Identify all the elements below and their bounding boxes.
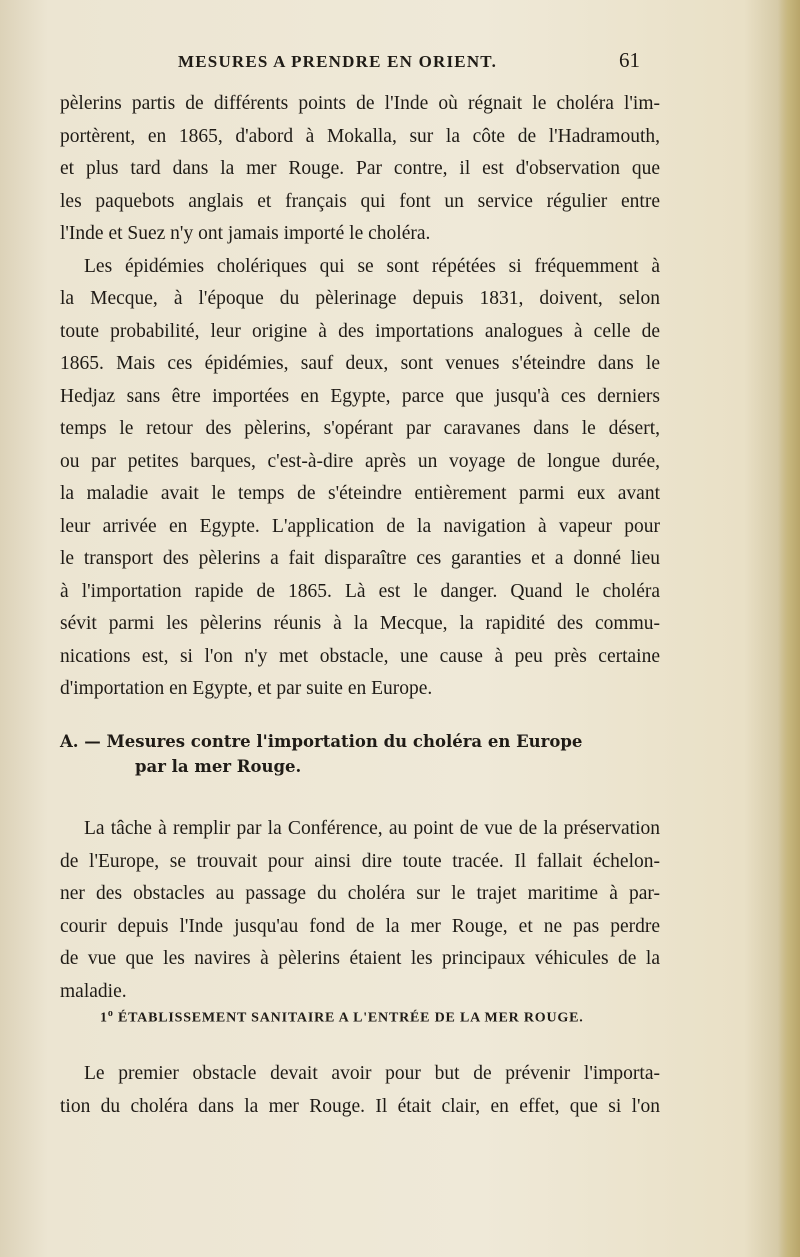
page-header xyxy=(0,44,800,80)
page-number: 61 xyxy=(619,48,640,72)
subheading-line-1: A. — Mesures contre l'importation du choléra en Europe xyxy=(60,732,583,751)
section-heading xyxy=(100,1008,584,1027)
text-line: Le premier obstacle devait avoir pour but de prévenir l'importa- xyxy=(84,1063,660,1084)
running-title: MESURES A PRENDRE EN ORIENT. xyxy=(178,52,498,71)
paragraph-3 xyxy=(60,813,660,1008)
text-line: à l'importation rapide de 1865. Là est le danger. Quand le choléra xyxy=(60,580,660,602)
subheading-line-2: par la mer Rouge. xyxy=(135,757,302,776)
text-line: 1865. Mais ces épidémies, sauf deux, sont venues s'éteindre dans le xyxy=(60,353,660,374)
text-line: ner des obstacles au passage du choléra sur le trajet maritime à par- xyxy=(60,883,660,904)
text-line: leur arrivée en Egypte. L'application de la navigation à vapeur pour xyxy=(60,515,660,537)
text-line: sévit parmi les pèlerins réunis à la Mecque, la rapidité des commu- xyxy=(60,613,660,634)
text-line: maladie. xyxy=(60,980,127,1002)
subheading xyxy=(60,729,680,779)
text-line: nications est, si l'on n'y met obstacle, une cause à peu près certaine xyxy=(60,645,660,667)
section-number: 1 xyxy=(100,1010,108,1026)
text-line: de l'Europe, se trouvait pour ainsi dire toute tracée. Il fallait échelon- xyxy=(60,850,660,872)
paragraph-4 xyxy=(60,1058,660,1123)
paragraph-2 xyxy=(60,251,660,706)
section-title: ÉTABLISSEMENT SANITAIRE A L'ENTRÉE DE LA MER ROUGE. xyxy=(117,1010,584,1026)
text-line: portèrent, en 1865, d'abord à Mokalla, sur la côte de l'Hadramouth, xyxy=(60,125,660,147)
text-line: Hedjaz sans être importées en Egypte, parce que jusqu'à ces derniers xyxy=(60,385,660,407)
text-line: ou par petites barques, c'est-à-dire après un voyage de longue durée, xyxy=(60,450,660,472)
text-line: de vue que les navires à pèlerins étaient les principaux véhicules de la xyxy=(60,948,660,969)
text-line: la maladie avait le temps de s'éteindre entièrement parmi eux avant xyxy=(60,483,660,504)
section-number-degree: o xyxy=(107,1008,114,1019)
text-line: d'importation en Egypte, et par suite en Europe. xyxy=(60,678,433,699)
text-line: toute probabilité, leur origine à des importations analogues à celle de xyxy=(60,320,660,342)
text-line: le transport des pèlerins a fait disparaître ces garanties et a donné lieu xyxy=(60,548,660,569)
text-line: temps le retour des pèlerins, s'opérant par caravanes dans le désert, xyxy=(60,418,660,439)
text-line: Les épidémies cholériques qui se sont répétées si fréquemment à xyxy=(84,255,660,277)
text-line: courir depuis l'Inde jusqu'au fond de la mer Rouge, et ne pas perdre xyxy=(60,915,660,937)
text-line: La tâche à remplir par la Conférence, au point de vue de la préservation xyxy=(84,818,660,839)
text-line: tion du choléra dans la mer Rouge. Il était clair, en effet, que si l'on xyxy=(60,1095,660,1117)
text-line: la Mecque, à l'époque du pèlerinage depuis 1831, doivent, selon xyxy=(60,288,660,309)
paragraph-1 xyxy=(60,88,660,251)
text-line: les paquebots anglais et français qui font un service régulier entre xyxy=(60,190,660,212)
page-edge-shadow xyxy=(778,0,800,1257)
text-line: pèlerins partis de différents points de l'Inde où régnait le choléra l'im- xyxy=(60,93,660,114)
text-line: et plus tard dans la mer Rouge. Par contre, il est d'observation que xyxy=(60,158,660,179)
text-line: l'Inde et Suez n'y ont jamais importé le choléra. xyxy=(60,223,431,244)
